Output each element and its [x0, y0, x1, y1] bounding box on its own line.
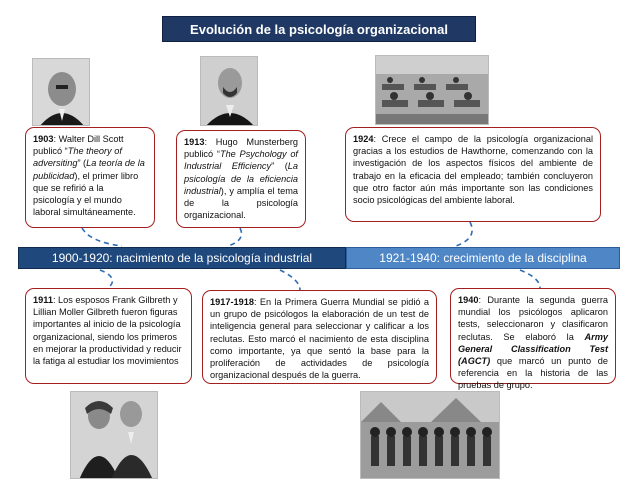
event-1917-box [202, 290, 437, 384]
separator: : [373, 134, 382, 144]
event-text: ” ( [271, 161, 288, 172]
portrait-walter-dill-scott [32, 58, 90, 126]
connector-1924 [456, 222, 472, 246]
event-text: ), el primer libro que se refirió a la psicología y el mundo laboral simultáneamente. [33, 170, 139, 218]
event-1940-box [450, 288, 616, 391]
event-year: 1924 [353, 134, 374, 144]
separator: : [53, 134, 59, 144]
event-text: Los esposos Frank Gilbreth y Lillian Moller Gilbreth fueron figuras importantes al inicio de la psicología organizacional, siendo los primeros en mejorar la productividad y reducir la fatiga al estudiar los movimientos [33, 295, 182, 367]
event-text: Durante la segunda guerra mundial los psicólogos aplicaron tests, seleccionaron y clasificaron reclutas. Se elaboró la [458, 295, 608, 342]
book-title-translation: La teoría de la publicidad [33, 158, 145, 181]
event-1911-box [25, 288, 192, 384]
book-title-italic: The theory of adversiting [33, 146, 122, 169]
event-year: 1917-1918 [210, 297, 254, 307]
event-text: Crece el campo de la psicología organizacional gracias a los estudios de Hawthorne, comenzando con la investigación de los aspectos físicos del ambiente de trabajo en la eficacia del empleado; también concluyeron que otro factor aún más importante son las condiciones socio psicológicas del ambiente laboral. [353, 134, 593, 206]
separator: : [478, 295, 488, 305]
event-text: ), y amplía el tema de la psicología organizacional. [184, 185, 298, 221]
connector-1913 [228, 228, 242, 246]
event-text: que marcó un punto de referencia en la historia de las pruebas de grupo. [458, 356, 608, 391]
event-year: 1903 [33, 134, 54, 144]
event-1924-box [345, 127, 601, 222]
event-year: 1913 [184, 137, 205, 147]
test-name-bold-italic: Army General Classification Test (AGCT) [458, 331, 608, 367]
connector-1911 [100, 270, 113, 288]
event-text: Hugo Munsterberg publicó “ [184, 137, 298, 160]
separator: : [253, 297, 260, 307]
separator: : [204, 137, 216, 147]
event-text: ” ( [77, 158, 87, 169]
timeline-period-1921-1940: 1921-1940: crecimiento de la disciplina [346, 247, 620, 269]
portrait-gilbreth-couple [70, 391, 158, 479]
event-1903-box [25, 127, 155, 228]
timeline-period-1900-1920: 1900-1920: nacimiento de la psicología industrial [18, 247, 346, 269]
page-title: Evolución de la psicología organizacional [162, 16, 476, 42]
event-year: 1940 [458, 295, 479, 305]
separator: : [52, 295, 59, 305]
event-text: En la Primera Guerra Mundial se pidió a un grupo de psicólogos la elaboración de un test de inteligencia general para seleccionar y calificar a los reclutas. Esto marcó el nacimiento de esta disciplina como importante, ya que sentó la base para la proliferación de actividades de psicología organizacional después de la guerra. [210, 297, 429, 381]
photo-hawthorne-factory [375, 55, 489, 125]
book-title-translation: La psicología de la eficiencia industrial [184, 161, 298, 196]
event-year: 1911 [33, 295, 53, 305]
portrait-hugo-munsterberg [200, 56, 258, 126]
photo-soldiers-marching [360, 391, 500, 479]
event-text: Walter Dill Scott publicó “ [33, 134, 124, 157]
event-1913-box [176, 130, 306, 228]
connector-1917 [280, 270, 300, 290]
book-title-italic: The Psychology of Industrial Efficiency [184, 149, 298, 172]
connector-1903 [82, 228, 122, 246]
connector-1940 [520, 270, 540, 288]
